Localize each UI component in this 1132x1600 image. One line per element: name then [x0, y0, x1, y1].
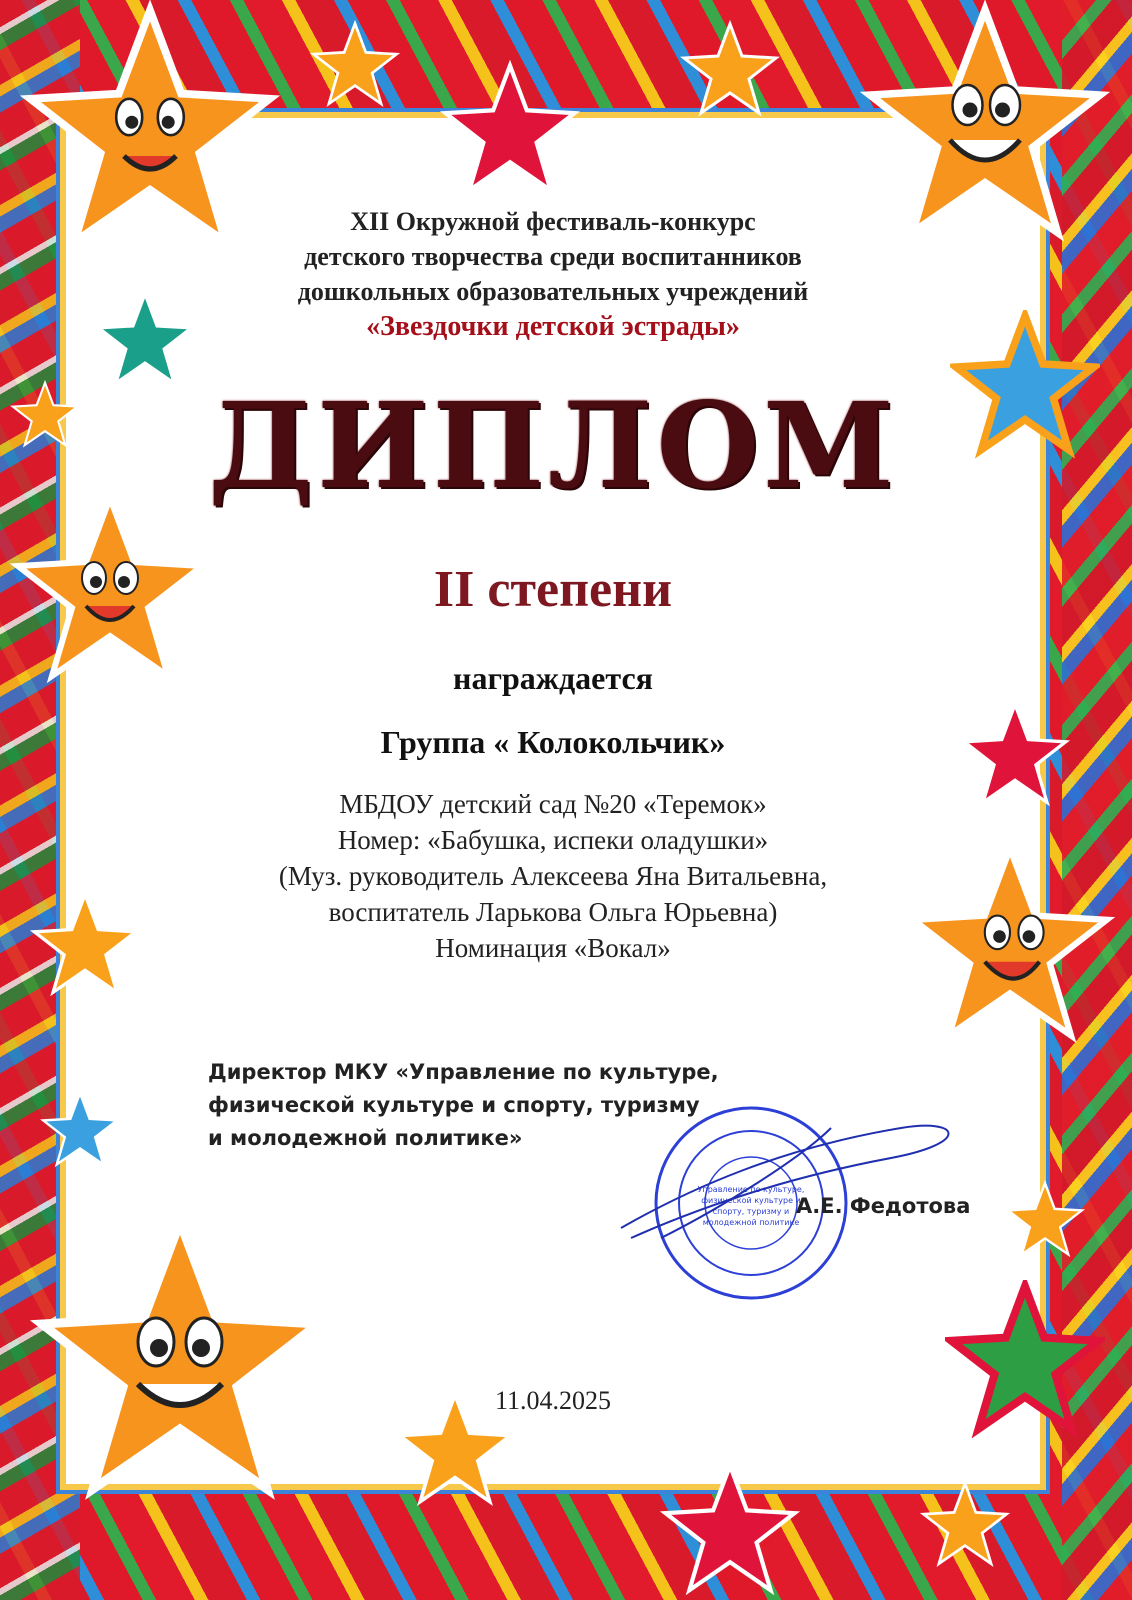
- director-line-1: Директор МКУ «Управление по культуре,: [208, 1060, 719, 1084]
- issue-date: 11.04.2025: [494, 1386, 612, 1415]
- performance-number: Номер: «Бабушка, испеки оладушки»: [337, 825, 769, 855]
- star-icon: [310, 20, 400, 110]
- festival-heading: [66, 204, 1040, 344]
- festival-title: «Звездочки детской эстрады»: [366, 311, 740, 342]
- director-line-2: физической культуре и спорту, туризму: [208, 1093, 700, 1117]
- award-details: [66, 786, 1040, 966]
- teacher: воспитатель Ларькова Ольга Юрьевна): [328, 897, 778, 927]
- festival-line-3: дошкольных образовательных учреждений: [297, 277, 809, 306]
- institution: МБДОУ детский сад №20 «Теремок»: [339, 789, 767, 819]
- svg-text:молодежной политике: молодежной политике: [702, 1218, 800, 1227]
- director-line-3: и молодежной политике»: [208, 1126, 523, 1150]
- diploma-degree: II степени: [433, 561, 673, 618]
- star-icon: [680, 20, 780, 120]
- svg-text:Управление по культуре,: Управление по культуре,: [697, 1185, 805, 1194]
- awarded-label: награждается: [453, 660, 653, 696]
- svg-text:спорту, туризму и: спорту, туризму и: [712, 1207, 790, 1216]
- star-icon: [920, 1480, 1010, 1570]
- signer-name: А.Е. Федотова: [796, 1194, 971, 1218]
- svg-text:физической культуре и: физической культуре и: [701, 1196, 801, 1205]
- recipient-name: Группа « Колокольчик»: [380, 724, 726, 760]
- music-leader: (Муз. руководитель Алексеева Яна Витальевна,: [278, 861, 828, 891]
- diploma-content: [66, 118, 1040, 1484]
- nomination: Номинация «Вокал»: [435, 933, 671, 963]
- diploma-title: ДИПЛОМ: [208, 376, 898, 515]
- festival-line-1: XII Окружной фестиваль-конкурс: [350, 207, 756, 236]
- festival-line-2: детского творчества среди воспитанников: [304, 242, 802, 271]
